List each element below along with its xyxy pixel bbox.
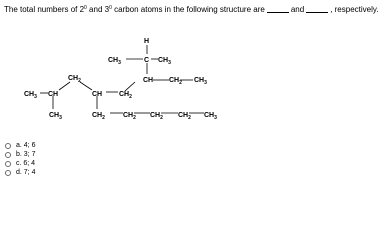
c-center: C bbox=[144, 57, 150, 64]
ch2-mid: $CH_2$ bbox=[119, 91, 132, 100]
ch2-upper: $CH_2$ bbox=[68, 75, 81, 84]
ch3-left: $CH_3$ bbox=[24, 91, 37, 100]
question-part-1: The total numbers of 2 bbox=[4, 5, 85, 14]
option-b[interactable] bbox=[5, 150, 35, 159]
option-d[interactable] bbox=[5, 168, 35, 177]
ch3-below: $CH_3$ bbox=[49, 112, 62, 121]
answer-options bbox=[5, 141, 35, 177]
ch2-bottom: $CH_2$ bbox=[92, 112, 105, 121]
ch3-c-left: $CH_3$ bbox=[108, 57, 121, 66]
option-a[interactable] bbox=[5, 141, 35, 150]
bond-ch2-ch-right bbox=[125, 82, 135, 91]
option-label: c. 6; 4 bbox=[16, 160, 36, 167]
question-part-2: and 3 bbox=[86, 5, 110, 14]
radio-icon[interactable] bbox=[5, 170, 11, 176]
ch2-right: $CH_2$ bbox=[169, 77, 182, 86]
radio-icon[interactable] bbox=[5, 161, 11, 167]
radio-icon[interactable] bbox=[5, 143, 11, 149]
ch2-chain-4: $CH_2$ bbox=[178, 112, 191, 121]
and-text: and bbox=[290, 5, 305, 14]
option-label: b. 3; 7 bbox=[16, 151, 36, 158]
ch3-right: $CH_3$ bbox=[194, 77, 207, 86]
bond-ch-ch2-upper bbox=[59, 82, 70, 90]
option-label: d. 7; 4 bbox=[16, 169, 36, 176]
bond-ch2-ch-mid bbox=[80, 82, 92, 90]
ch2-chain-3: $CH_2$ bbox=[150, 112, 163, 121]
ch2-chain-2: $CH_2$ bbox=[123, 112, 136, 121]
ch-right: CH bbox=[143, 77, 154, 84]
ch-mid: CH bbox=[92, 91, 103, 98]
respectively-text: , respectively. bbox=[330, 5, 379, 14]
option-c[interactable] bbox=[5, 159, 35, 168]
ch3-chain-end: $CH_3$ bbox=[204, 112, 217, 121]
ch-left: CH bbox=[48, 91, 59, 98]
ch3-c-right: $CH_3$ bbox=[158, 57, 171, 66]
degree-sup-2: 0 bbox=[109, 5, 112, 11]
radio-icon[interactable] bbox=[5, 152, 11, 158]
degree-sup-1: 0 bbox=[84, 5, 87, 11]
question-part-3: carbon atoms in the following structure are bbox=[111, 5, 265, 14]
option-label: a. 4; 6 bbox=[16, 142, 36, 149]
h-top: H bbox=[144, 38, 150, 45]
